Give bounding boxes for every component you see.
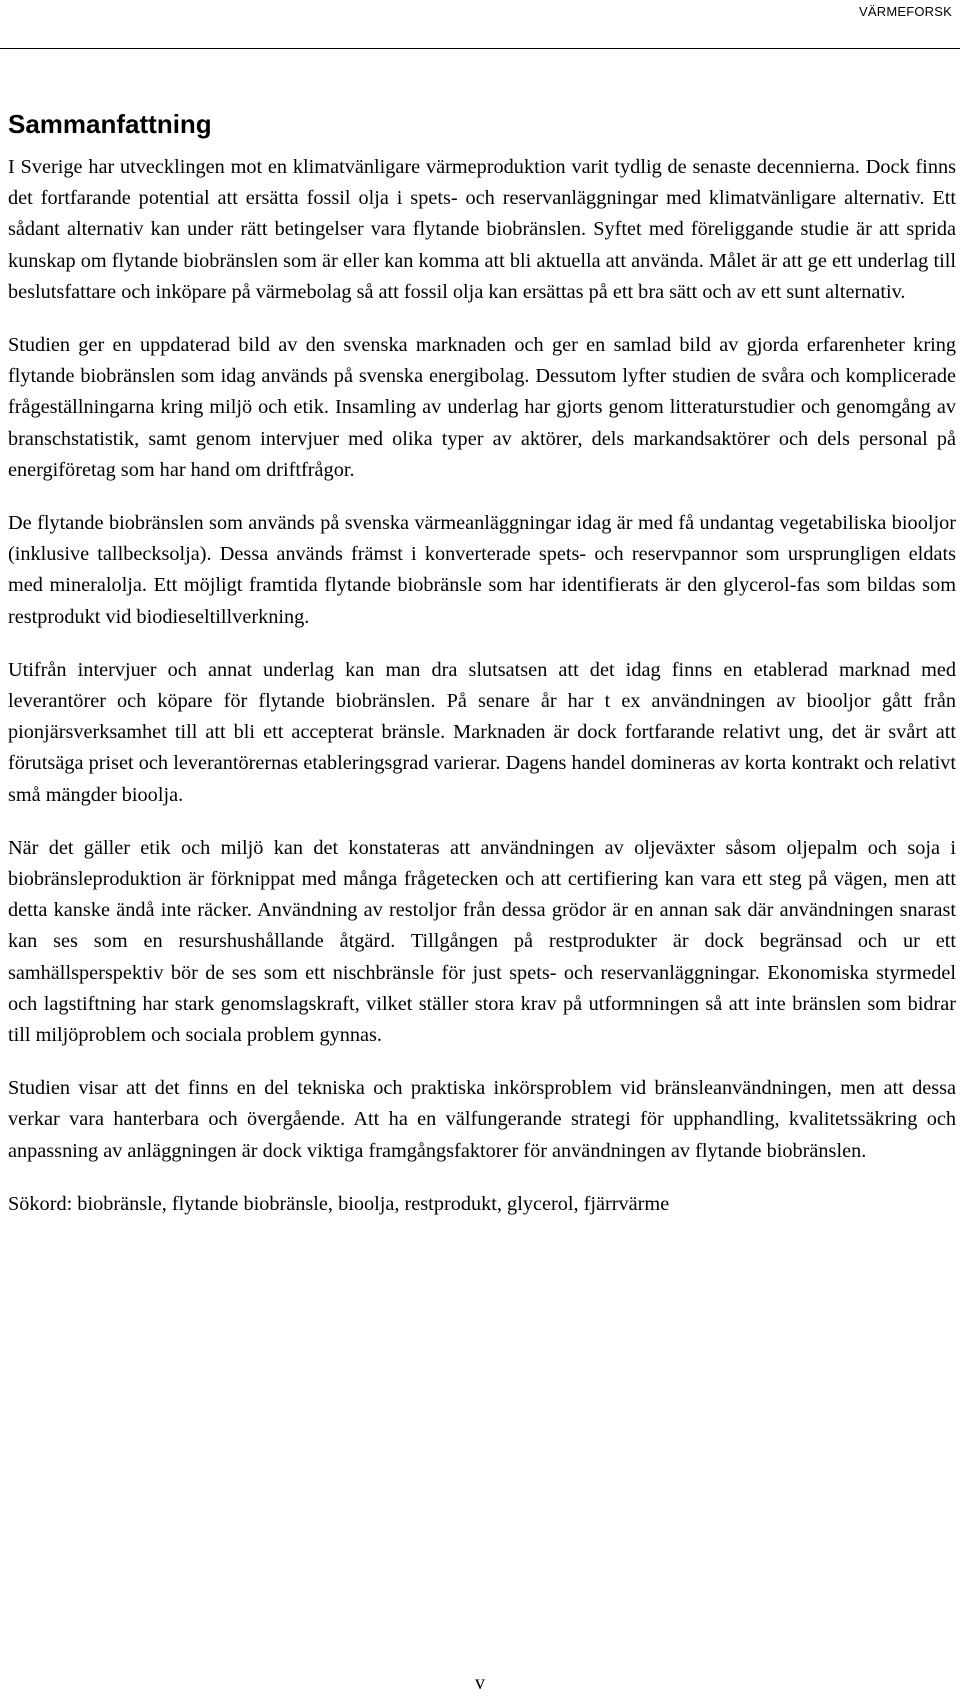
keywords-line: Sökord: biobränsle, flytande biobränsle, bioolja, restprodukt, glycerol, fjärrvärme xyxy=(8,1192,670,1215)
paragraph-2: Studien ger en uppdaterad bild av den svenska marknaden och ger en samlad bild av gjorda erfarenheter kring flytande biobränslen som idag används på svenska energibolag. Dessutom lyfter studien de svåra och komplicerade frågeställningarna kring miljö och etik. Insamling av underlag har gjorts genom litteraturstudier och genomgång av branschstatistik, samt genom intervjuer med olika typer av aktörer, dels markandsaktörer och dels personal på energiföretag som har hand om driftfrågor. xyxy=(8,334,956,481)
paragraph-6: Studien visar att det finns en del tekniska och praktiska inkörsproblem vid bränsleanvändningen, men att dessa verkar vara hanterbara och övergående. Att ha en välfungerande strategi för upphandling, kvalitetssäkring och anpassning av anläggningen är dock viktiga framgångsfaktorer för användningen av flytande biobränslen. xyxy=(8,1077,956,1162)
page-number: v xyxy=(475,1672,485,1694)
document-body xyxy=(8,106,956,1242)
page-header xyxy=(0,0,960,50)
header-divider xyxy=(0,48,960,49)
paragraph-3: De flytande biobränslen som används på svenska värmeanläggningar idag är med få undantag vegetabiliska biooljor (inklusive tallbecksolja). Dessa används främst i konverterade spets- och reservpannor som ursprungligen eldats med mineralolja. Ett möjligt framtida flytande biobränsle som har identifierats är den glycerol-fas som bildas som restprodukt vid biodieseltillverkning. xyxy=(8,512,956,628)
paragraph-1: I Sverige har utvecklingen mot en klimatvänligare värmeproduktion varit tydlig de senaste decennierna. Dock finns det fortfarande potential att ersätta fossil olja i spets- och reservanläggningar med klimatvänligare alternativ. Ett sådant alternativ kan under rätt betingelser vara flytande biobränslen. Syftet med föreliggande studie är att sprida kunskap om flytande biobränslen som är eller kan komma att bli aktuella att använda. Målet är att ge ett underlag till beslutsfattare och inköpare på värmebolag så att fossil olja kan ersättas på ett bra sätt och av ett sunt alternativ. xyxy=(8,156,956,303)
paragraph-5: När det gäller etik och miljö kan det konstateras att användningen av oljeväxter såsom oljepalm och soja i biobränsleproduktion är förknippat med många frågetecken och att certifiering kan vara ett steg på vägen, men att detta kanske ändå inte räcker. Användning av restoljor från dessa grödor är en annan sak där användningen snarast kan ses som en resurshushållande åtgärd. Tillgången på restprodukter är dock begränsad och ur ett samhällsperspektiv bör de ses som ett nischbränsle för just spets- och reservanläggningar. Ekonomiska styrmedel och lagstiftning har stark genomslagskraft, vilket ställer stora krav på utformningen så att inte bränslen som bidrar till miljöproblem och sociala problem gynnas. xyxy=(8,836,956,1047)
section-title: Sammanfattning xyxy=(8,109,212,139)
organization-name: VÄRMEFORSK xyxy=(858,4,952,19)
paragraph-4: Utifrån intervjuer och annat underlag kan man dra slutsatsen att det idag finns en etablerad marknad med leverantörer och köpare för flytande biobränslen. På senare år har t ex användningen av biooljor gått från pionjärsverksamhet till att bli ett accepterat bränsle. Marknaden är dock fortfarande relativt ung, det är svårt att förutsäga priset och leverantörernas etableringsgrad varierar. Dagens handel domineras av korta kontrakt och relativt små mängder bioolja. xyxy=(8,658,956,806)
